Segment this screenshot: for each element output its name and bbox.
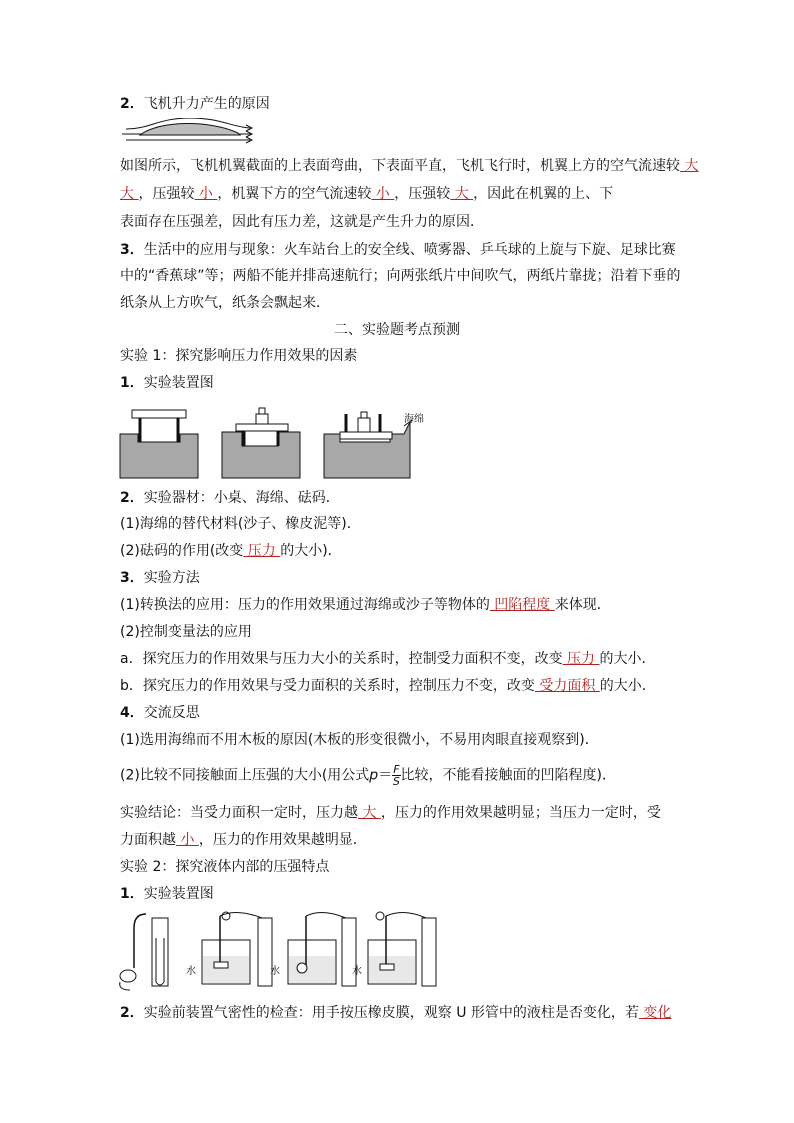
section-heading: 二、实验题考点预测	[334, 322, 460, 338]
experiment-title: 实验 1：探究影响压力作用效果的因素	[120, 348, 358, 364]
paragraph-line: 3．生活中的应用与现象：火车站台上的安全线、喷雾器、乒乓球的上旋与下旋、足球比赛	[120, 242, 676, 258]
sponge-label: 海绵	[404, 414, 424, 425]
subheading: 1．实验装置图	[120, 375, 214, 391]
subheading: 3．实验方法	[120, 570, 200, 586]
paragraph-line: 大 ，压强较 小 ，机翼下方的空气流速较 小 ，压强较 大 ，因此在机翼的上、下	[120, 186, 614, 202]
water-label: 水	[270, 966, 280, 977]
paragraph-line: (1)选用海绵而不用木板的原因(木板的形变很微小，不易用肉眼直接观察到)．	[120, 732, 599, 748]
subheading: 4．交流反思	[120, 705, 200, 721]
paragraph-line: (2)控制变量法的应用	[120, 624, 252, 640]
paragraph-line: a．探究压力的作用效果与压力大小的关系时，控制受力面积不变，改变 压力 的大小．	[120, 651, 656, 667]
paragraph-line: (1)海绵的替代材料(沙子、橡皮泥等)．	[120, 516, 361, 532]
section-heading: 2．飞机升力产生的原因	[120, 96, 270, 112]
paragraph-line: (1)转换法的应用：压力的作用效果通过海绵或沙子等物体的 凹陷程度 来体现．	[120, 597, 611, 613]
water-label: 水	[352, 966, 362, 977]
formula-fraction: $\frac{F}{S}$	[392, 763, 400, 788]
experiment-title: 实验 2：探究液体内部的压强特点	[120, 859, 330, 875]
subheading: 1．实验装置图	[120, 886, 214, 902]
paragraph-line: 中的“香蕉球”等；两船不能并排高速航行；向两张纸片中间吹气，两纸片靠拢；沿着下垂的	[120, 268, 681, 284]
paragraph-line: 力面积越 小 ，压力的作用效果越明显．	[120, 832, 367, 848]
pressure-apparatus-figure	[118, 402, 438, 480]
paragraph-line: (2)比较不同接触面上压强的大小(用公式p＝ $\frac{F}{S}$ 比较，不能看接触面的凹陷程度)．	[120, 763, 616, 788]
paragraph-line: 表面存在压强差，因此有压力差，这就是产生升力的原因．	[120, 214, 484, 230]
paragraph-line: (2)砝码的作用(改变 压力 的大小)．	[120, 543, 342, 559]
paragraph-line: b．探究压力的作用效果与受力面积的关系时，控制压力不变，改变 受力面积 的大小．	[120, 678, 656, 694]
airfoil-figure	[120, 118, 255, 148]
paragraph-line: 纸条从上方吹气，纸条会飘起来．	[120, 295, 330, 311]
paragraph-line: 如图所示，飞机机翼截面的上表面弯曲，下表面平直，飞机飞行时，机翼上方的空气流速较 大	[120, 158, 699, 174]
water-label: 水	[186, 966, 196, 977]
paragraph-line: 2．实验器材：小桌、海绵、砝码．	[120, 490, 340, 506]
paragraph-line: 2．实验前装置气密性的检查：用手按压橡皮膜，观察 U 形管中的液柱是否变化，若 变化	[120, 1005, 672, 1021]
paragraph-line: 实验结论：当受力面积一定时，压力越 大 ，压力的作用效果越明显；当压力一定时，受	[120, 805, 661, 821]
liquid-pressure-figure	[116, 908, 446, 992]
